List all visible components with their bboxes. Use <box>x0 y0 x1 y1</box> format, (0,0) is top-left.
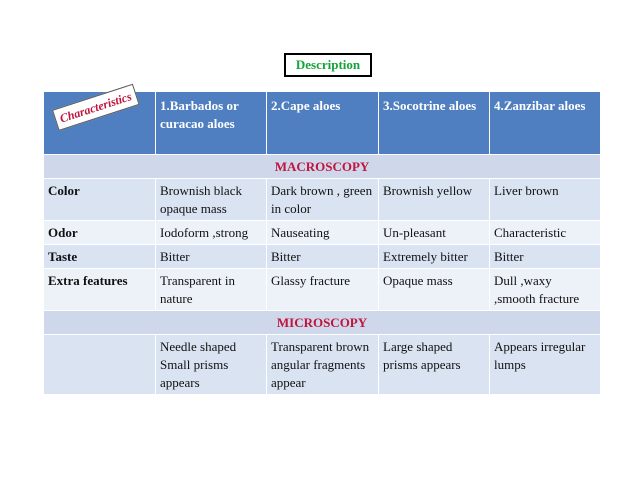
row-label-microscopy <box>44 335 156 395</box>
row-label-taste: Taste <box>44 245 156 269</box>
row-label-odor: Odor <box>44 221 156 245</box>
table-cell: Un-pleasant <box>379 221 490 245</box>
row-label-color: Color <box>44 179 156 221</box>
table-cell: Dull ,waxy ,smooth fracture <box>490 269 601 311</box>
table-row <box>44 179 601 221</box>
table-cell: Extremely bitter <box>379 245 490 269</box>
table-row <box>44 221 601 245</box>
characteristics-label: Characteristics <box>52 84 139 131</box>
table-cell: Transparent brown angular fragments appear <box>267 335 379 395</box>
table-cell: Appears irregular lumps <box>490 335 601 395</box>
column-header-socotrine: 3.Socotrine aloes <box>379 92 490 155</box>
description-title: Description <box>284 53 372 77</box>
section-title-macroscopy: MACROSCOPY <box>44 155 601 179</box>
table-cell: Liver brown <box>490 179 601 221</box>
table-cell: Glassy fracture <box>267 269 379 311</box>
table-cell: Bitter <box>490 245 601 269</box>
table-cell: Dark brown , green in color <box>267 179 379 221</box>
table-cell: Nauseating <box>267 221 379 245</box>
section-title-microscopy: MICROSCOPY <box>44 311 601 335</box>
table-cell: Bitter <box>267 245 379 269</box>
table-cell: Needle shaped Small prisms appears <box>156 335 267 395</box>
table-row <box>44 335 601 395</box>
section-row-macroscopy <box>44 155 601 179</box>
table-header-row <box>44 92 601 155</box>
table-cell: Opaque mass <box>379 269 490 311</box>
table-cell: Bitter <box>156 245 267 269</box>
table-cell: Brownish black opaque mass <box>156 179 267 221</box>
table-cell: Iodoform ,strong <box>156 221 267 245</box>
column-header-barbados: 1.Barbados or curacao aloes <box>156 92 267 155</box>
table-cell: Transparent in nature <box>156 269 267 311</box>
column-header-cape: 2.Cape aloes <box>267 92 379 155</box>
table-cell: Brownish yellow <box>379 179 490 221</box>
table-row <box>44 269 601 311</box>
row-label-extra-features: Extra features <box>44 269 156 311</box>
section-row-microscopy <box>44 311 601 335</box>
table-cell: Large shaped prisms appears <box>379 335 490 395</box>
characteristics-header-cell <box>44 89 156 155</box>
table-row <box>44 245 601 269</box>
table-cell: Characteristic <box>490 221 601 245</box>
aloes-comparison-table <box>43 91 601 395</box>
column-header-zanzibar: 4.Zanzibar aloes <box>490 92 601 155</box>
